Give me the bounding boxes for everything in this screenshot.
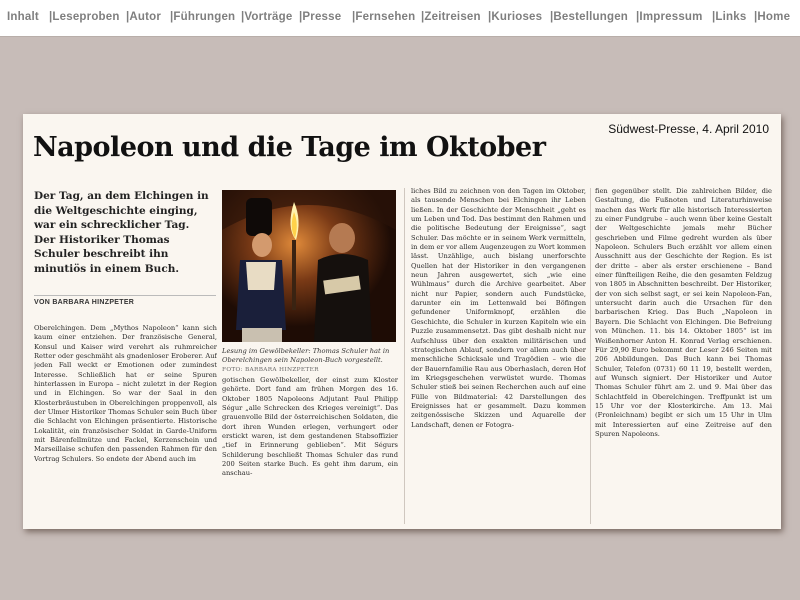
article-headline: Napoleon und die Tage im Oktober: [33, 132, 546, 163]
nav-link-presse[interactable]: |Presse: [299, 11, 342, 23]
newspaper-source: Südwest-Presse, 4. April 2010: [608, 122, 769, 136]
article-column-4: [595, 187, 772, 524]
column-4-text: fien gegenüber stellt. Die zahlreichen Bilder, die Gestaltung, die Fußnoten und Literaturhinweise machen das Werk für alle historisch Interessierten zu einer Fundgrube – auch wenn über keine Gestalt der Weltgeschichte jemals mehr Bücher geschrieben und Filme gedreht wurden als über Napoleon. Schulers Buch erzählt vor allem einen Ausschnitt aus der Geschichte der Region. Es ist der dritte – aber als erster erschienene – Band einer fünfteiligen Reihe, die den gesamten Feldzug von 1805 in Abschnitten beschreibt. Der Historiker, der von sich selbst sagt, er sei kein Napoleon-Fan, untersucht darin auch die Ursachen für den barbarischen Krieg. Das Buch „Napoleon in Bayern. Die Schlacht von Elchingen. Die Befreiung von München. 11. bis 14. Oktober 1805“ ist im Weißenhorner Anton H. Konrad Verlag erschienen. Für 29,90 Euro bekommt der Leser 246 Seiten mit 206 Abbildungen. Das Buch kann bei Thomas Schuler, Telefon (0731) 60 11 19, bestellt werden, auf Wunsch signiert. Der Historiker und Autor Thomas Schuler führt am 2. und 9. Mai über das Schlachtfeld in Oberelchingen. Treffpunkt ist um 15 Uhr vor der Klosterkirche. Am 13. Mai (Fronleichnam) begibt er sich um 15 Uhr in Ulm mit Interessierten auf eine Zeitreise auf den Spuren Napoleons.: [595, 187, 772, 438]
article-photo: [222, 190, 396, 342]
top-navigation: [0, 0, 800, 37]
nav-link-home[interactable]: |Home: [754, 11, 791, 23]
article-byline: VON BARBARA HINZPETER: [34, 295, 216, 306]
caption-text: Lesung im Gewölbekeller: Thomas Schuler hat in Oberelchingen sein Napoleon-Buch vorgestellt.: [222, 347, 390, 364]
newspaper-clipping: [23, 114, 781, 529]
photo-caption: [222, 347, 398, 375]
nav-link-impressum[interactable]: |Impressum: [636, 11, 703, 23]
nav-link-vortraege[interactable]: |Vorträge: [241, 11, 293, 23]
photo-credit: FOTO: BARBARA HINZPETER: [222, 367, 319, 373]
article-column-2: [222, 376, 398, 524]
nav-link-inhalt[interactable]: Inhalt: [7, 11, 39, 23]
nav-link-autor[interactable]: |Autor: [126, 11, 162, 23]
nav-link-bestellungen[interactable]: |Bestellungen: [550, 11, 629, 23]
nav-link-links[interactable]: |Links: [712, 11, 747, 23]
nav-link-kurioses[interactable]: |Kurioses: [488, 11, 543, 23]
column-1-text: Oberelchingen. Dem „Mythos Napoleon“ kann sich kaum einer entziehen. Der französische General, Konsul und Kaiser wird verehrt als ruhmreicher Retter oder geschmäht als gnadenloser Eroberer. Auf jeden Fall weckt er Emotionen oder zumindest Interesse. Schließlich hat er seine Spuren hinterlassen in Europa – nicht zuletzt in der Region und in Elchingen. So war der Saal in den Klosterbräustuben in Oberelchingen proppenvoll, als der Ulmer Historiker Thomas Schuler sein Buch über die Schlacht von Elchingen präsentierte. Historische Lokalität, ein französischer Soldat in Garde-Uniform mit Bärenfellmütze und Fackel, Kerzenschein und Marseillaise schufen den passenden Rahmen für den Vortrag Schulers. So endete der Abend auch im: [34, 324, 217, 463]
column-2-text: gotischen Gewölbekeller, der einst zum Kloster gehörte. Dort fand am frühen Morgen des 16. Oktober 1805 Napoleons Adjutant Paul Philipp Ségur „alle Schrecken des Krieges vereinigt“. Das grauenvolle Bild der österreichischen Soldaten, die dort ihren Wunden erlegen, verhungert oder erstickt waren, ist dem gestandenen Stabsoffizier „tief in Erinnerung geblieben“. Mit Ségurs Schilderung beschließt Thomas Schuler das rund 200 Seiten starke Buch. Es geht ihm darum, ein anschau-: [222, 376, 398, 478]
cellar-reading-photo: [222, 190, 396, 342]
nav-link-fuehrungen[interactable]: |Führungen: [170, 11, 236, 23]
nav-link-leseproben[interactable]: |Leseproben: [49, 11, 120, 23]
article-column-3: [411, 187, 586, 524]
column-divider: [404, 188, 405, 524]
column-3-text: liches Bild zu zeichnen von den Tagen im Oktober, als tausende Menschen bei Elchingen ihr Leben ließen. In der Geschichte der Menschheit „geht es um Leben und Tod. Das bestimmt den Rahmen und die politische Bedeutung der Ereignisse“, sagt Schuler. Das möchte er in seinem Werk vermitteln, in dem er vor allem Augenzeugen zu Wort kommen lässt. Unzählige, auch bislang unerforschte Quellen hat der Historiker in den vergangenen neun Jahren ausgewertet, sich „wie eine Wühlmaus“ durch die Archive gearbeitet. Aber nicht nur Papier, sondern auch Fundstücke, darunter ein im Lettenwald bei Böfingen gefundener Uniformknopf, erzählen die Geschichte, die Schuler in kurzen Kapiteln wie ein Puzzle zusammensetzt. Das gibt deshalb nicht nur Aufschluss über den exakten militärischen und strategischen Ablauf, sondern vor allem auch über menschliche Schicksale und Tragödien – wie die der Bauernfamilie Rau aus Oberhaslach, deren Hof im Kriegsgeschehen verwüstet wurde. Thomas Schuler stieß bei seinen Recherchen auch auf eine Fülle von Bildmaterial: 42 Darstellungen des Ereignisses hat er gesammelt. Dazu kommen zeitgenössische Skizzen und Aquarelle der Landschaft, denen er Fotogra-: [411, 187, 586, 429]
article-lead: Der Tag, an dem Elchingen in die Weltgeschichte einging, war ein schrecklicher Tag. Der Historiker Thomas Schuler beschreibt ihn minutiös in einem Buch.: [34, 190, 209, 275]
article-column-1: [34, 324, 217, 524]
column-divider: [590, 188, 591, 524]
nav-link-fernsehen[interactable]: |Fernsehen: [352, 11, 416, 23]
nav-link-zeitreisen[interactable]: |Zeitreisen: [421, 11, 481, 23]
